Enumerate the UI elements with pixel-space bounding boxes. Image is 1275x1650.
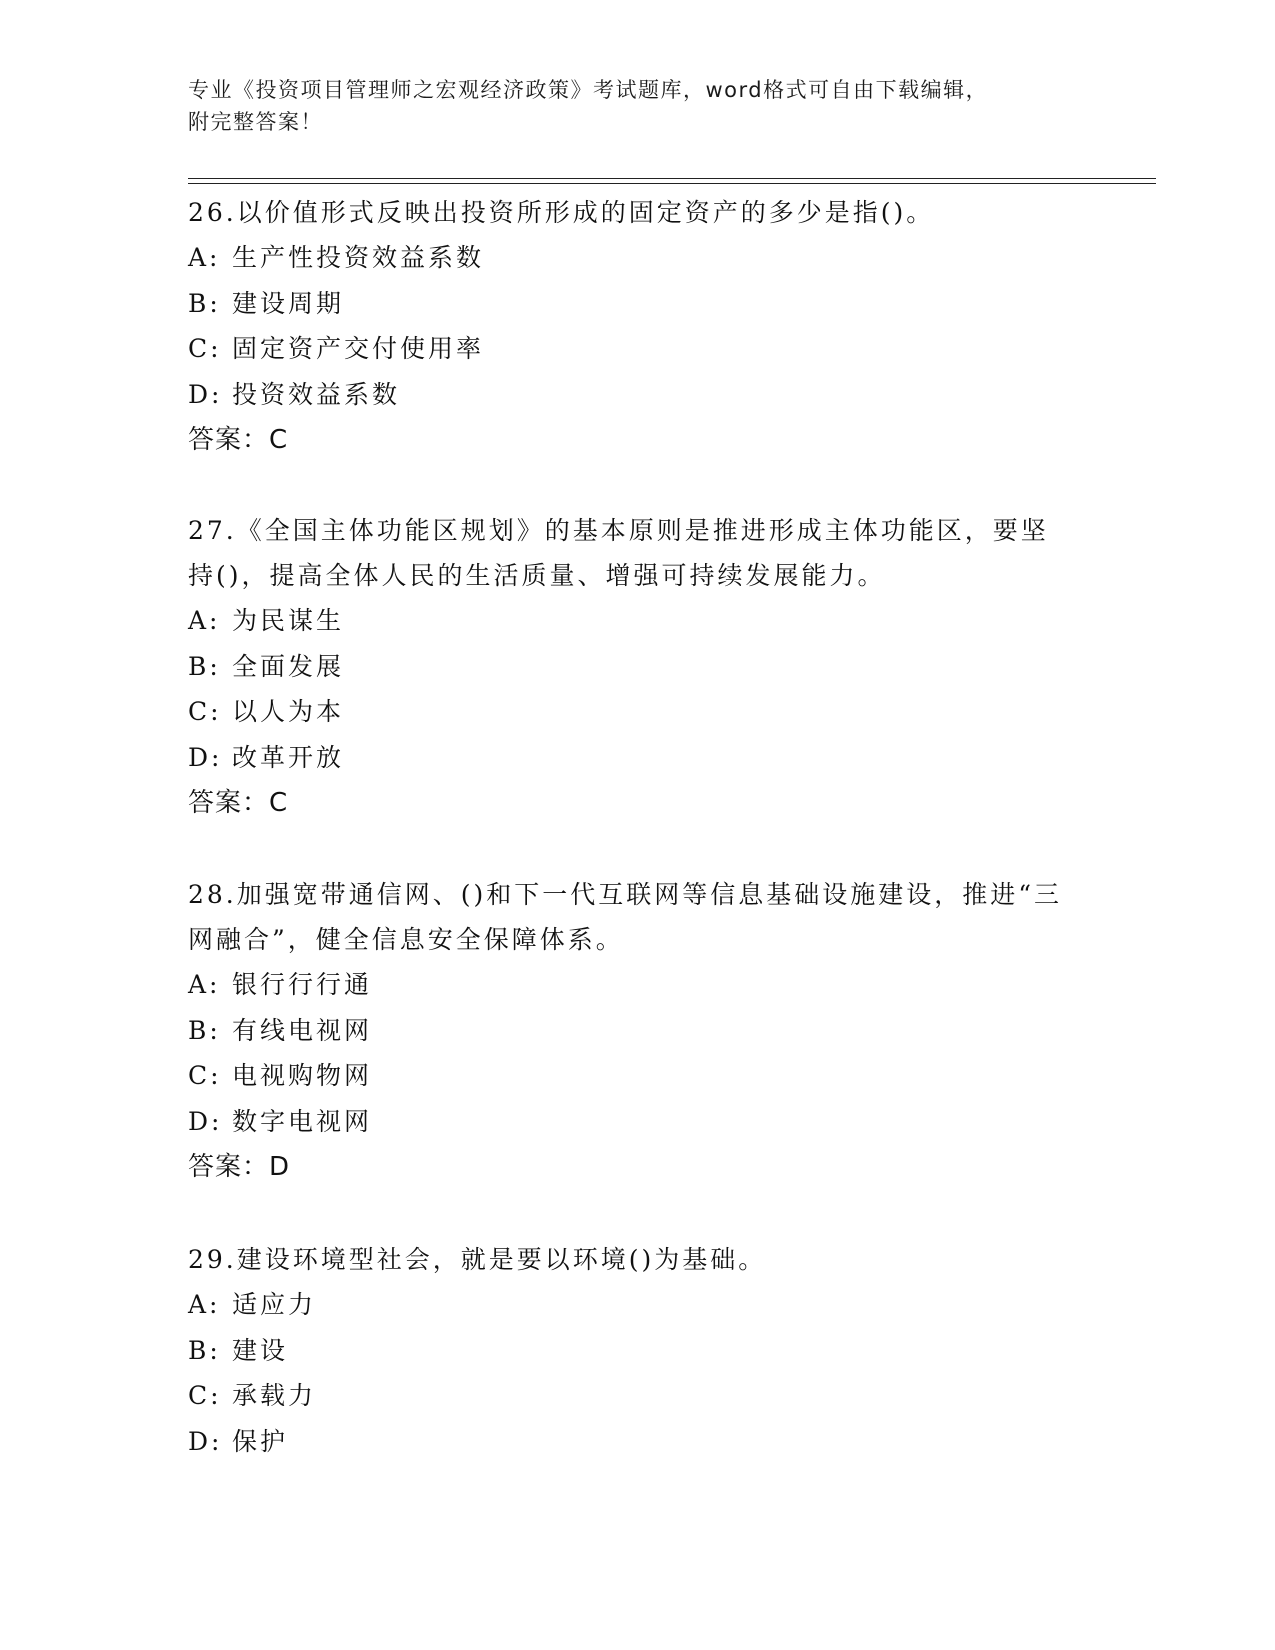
- option-c: [188, 1053, 1088, 1099]
- option-b: [188, 644, 1088, 690]
- option-text: 数字电视网: [232, 1106, 373, 1136]
- option-text: 承载力: [232, 1381, 317, 1410]
- option-d: [188, 1099, 1088, 1145]
- header-line-1: 专业《投资项目管理师之宏观经济政策》考试题库，word格式可自由下载编辑，: [188, 78, 989, 102]
- option-b: [188, 1008, 1088, 1054]
- option-text: 保护: [232, 1426, 289, 1456]
- option-b: [188, 281, 1088, 327]
- option-c: [188, 689, 1088, 735]
- option-text: 为民谋生: [232, 606, 345, 635]
- question-stem: 28.加强宽带通信网、()和下一代互联网等信息基础设施建设，推进“三网融合”，健全信息安全保障体系。: [188, 880, 1063, 954]
- option-a: [188, 1282, 1088, 1328]
- question-27: [188, 508, 1088, 826]
- option-c: [188, 326, 1088, 372]
- answer-line: 答案：C: [188, 425, 289, 455]
- option-c: [188, 1373, 1088, 1419]
- option-key: D:: [188, 1106, 223, 1136]
- question-stem: 26.以价值形式反映出投资所形成的固定资产的多少是指()。: [188, 198, 935, 227]
- header-line-2: 附完整答案！: [188, 110, 323, 134]
- question-29: [188, 1237, 1088, 1464]
- option-text: 以人为本: [232, 697, 345, 726]
- option-a: [188, 235, 1088, 281]
- option-text: 固定资产交付使用率: [232, 334, 485, 363]
- document-header: [188, 74, 1068, 138]
- answer-line: 答案：D: [188, 1152, 291, 1182]
- question-stem: 27.《全国主体功能区规划》的基本原则是推进形成主体功能区，要坚持()，提高全体人民的生活质量、增强可持续发展能力。: [188, 516, 1049, 590]
- option-key: C:: [188, 334, 222, 363]
- option-key: A:: [188, 1290, 221, 1319]
- option-key: D:: [188, 379, 223, 409]
- option-key: D:: [188, 1426, 223, 1456]
- question-26: [188, 190, 1088, 463]
- option-key: B:: [188, 288, 221, 318]
- option-key: B:: [188, 1335, 221, 1365]
- option-key: B:: [188, 651, 221, 681]
- option-b: [188, 1328, 1088, 1374]
- option-text: 全面发展: [232, 651, 345, 681]
- question-stem: 29.建设环境型社会，就是要以环境()为基础。: [188, 1245, 767, 1274]
- option-key: A:: [188, 243, 221, 272]
- header-divider-bottom: [188, 183, 1156, 184]
- option-text: 有线电视网: [232, 1015, 373, 1045]
- option-text: 适应力: [232, 1290, 317, 1319]
- option-key: D:: [188, 742, 223, 772]
- question-28: [188, 872, 1088, 1190]
- option-text: 银行行行通: [232, 970, 373, 999]
- option-text: 电视购物网: [232, 1061, 373, 1090]
- header-divider-top: [188, 178, 1156, 179]
- option-d: [188, 1419, 1088, 1465]
- option-a: [188, 598, 1088, 644]
- option-key: A:: [188, 970, 221, 999]
- option-d: [188, 372, 1088, 418]
- option-key: C:: [188, 1061, 222, 1090]
- option-key: C:: [188, 697, 222, 726]
- option-key: A:: [188, 606, 221, 635]
- option-key: B:: [188, 1015, 221, 1045]
- option-text: 建设周期: [232, 288, 345, 318]
- option-text: 建设: [232, 1335, 289, 1365]
- option-text: 改革开放: [232, 742, 345, 772]
- option-text: 生产性投资效益系数: [232, 243, 485, 272]
- answer-line: 答案：C: [188, 788, 289, 818]
- option-a: [188, 962, 1088, 1008]
- option-d: [188, 735, 1088, 781]
- option-text: 投资效益系数: [232, 379, 401, 409]
- option-key: C:: [188, 1381, 222, 1410]
